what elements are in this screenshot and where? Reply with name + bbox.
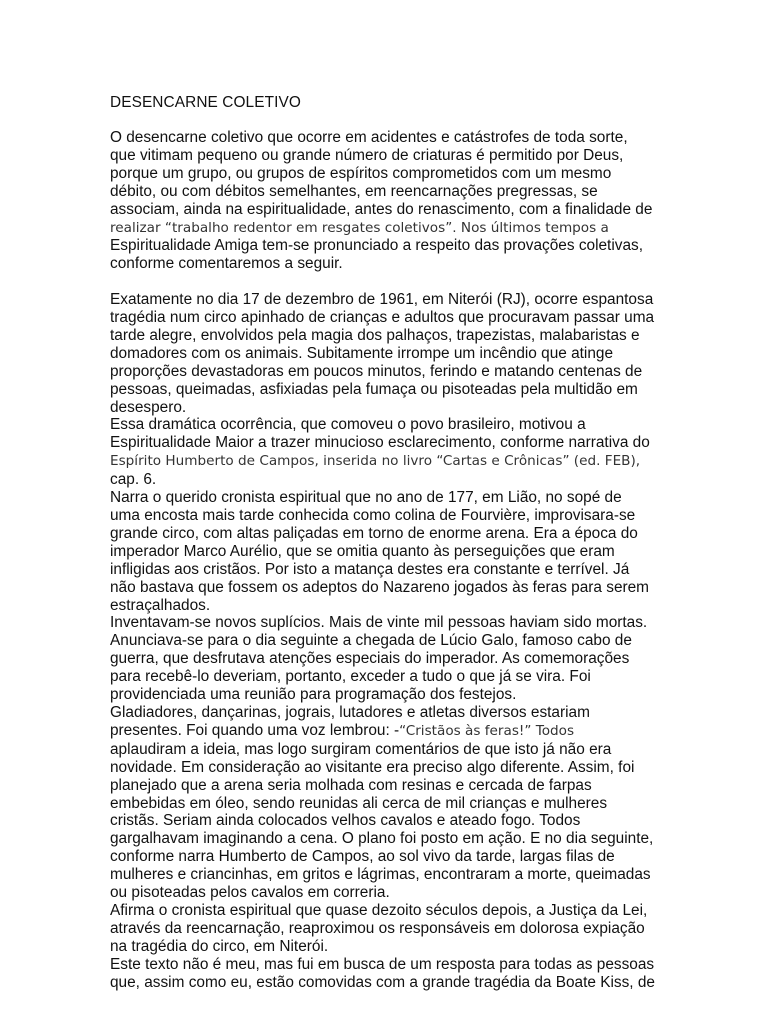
text-line — [110, 920, 668, 938]
line-text: na tragédia do circo, em Niterói. — [110, 937, 329, 955]
text-line — [110, 381, 668, 399]
text-line — [110, 866, 668, 884]
text-line — [110, 974, 668, 992]
paragraph — [110, 902, 668, 956]
text-line — [110, 489, 668, 507]
paragraph — [110, 416, 668, 489]
line-text: providenciada uma reunião para programação dos festejos. — [110, 686, 517, 704]
text-line — [110, 255, 668, 273]
line-text: Espiritualidade Maior a trazer minucioso esclarecimento, conforme narrativa do — [110, 434, 650, 452]
line-text: débito, ou com débitos semelhantes, em reencarnações pregressas, se — [110, 182, 598, 200]
line-text: Essa dramática ocorrência, que comoveu o povo brasileiro, motivou a — [110, 416, 586, 434]
line-text-alt-font: Espírito Humberto de Campos, inserida no livro “Cartas e Crônicas” (ed. FEB), — [110, 453, 641, 470]
paragraph — [110, 614, 668, 704]
text-line — [110, 614, 668, 632]
line-text: proporções devastadoras em poucos minutos, ferindo e matando centenas de — [110, 362, 643, 380]
text-line — [110, 579, 668, 597]
line-text: aplaudiram a ideia, mas logo surgiram comentários de que isto já não era — [110, 740, 612, 758]
text-line — [110, 147, 668, 165]
text-line — [110, 309, 668, 327]
line-text: Este texto não é meu, mas fui em busca de um resposta para todas as pessoas — [110, 955, 655, 973]
text-line — [110, 650, 668, 668]
text-line — [110, 291, 668, 309]
text-line — [110, 848, 668, 866]
line-text: não bastava que fossem os adeptos do Nazareno jogados às feras para serem — [110, 578, 650, 596]
line-text: Narra o querido cronista espiritual que no ano de 177, em Lião, no sopé de — [110, 489, 622, 507]
text-line — [110, 507, 668, 525]
line-text: conforme comentaremos a seguir. — [110, 255, 343, 273]
line-text: O desencarne coletivo que ocorre em acidentes e catástrofes de toda sorte, — [110, 129, 628, 146]
text-line — [110, 795, 668, 813]
text-line — [110, 884, 668, 902]
line-text: desespero. — [110, 398, 187, 416]
text-line — [110, 561, 668, 579]
line-text-alt-font: “Cristãos às feras!” Todos — [399, 722, 575, 739]
line-text: presentes. Foi quando uma voz lembrou: - — [110, 721, 400, 739]
line-text: cap. 6. — [110, 471, 157, 489]
paragraph-spacer — [110, 273, 668, 291]
text-line — [110, 597, 668, 615]
text-line — [110, 452, 668, 471]
line-text: guerra, que desfrutava atenções especiais do imperador. As comemorações — [110, 650, 630, 668]
line-text: planejado que a arena seria molhada com resinas e cercada de farpas — [110, 776, 592, 794]
line-text: ou pisoteadas pelos cavalos em correria. — [110, 884, 390, 902]
line-text: Anunciava-se para o dia seguinte a chegada de Lúcio Galo, famoso cabo de — [110, 632, 632, 650]
line-text: através da reencarnação, reaproximou os responsáveis em dolorosa expiação — [110, 919, 645, 937]
line-text: cristãs. Seriam ainda colocados velhos cavalos e ateado fogo. Todos — [110, 812, 581, 830]
line-text: tragédia num circo apinhado de crianças e adultos que procuravam passar uma — [110, 309, 655, 327]
text-line — [110, 543, 668, 561]
text-line — [110, 363, 668, 381]
line-text: que, assim como eu, estão comovidas com a grande tragédia da Boate Kiss, de — [110, 973, 655, 991]
text-line — [110, 416, 668, 434]
line-text: Espiritualidade Amiga tem-se pronunciado a respeito das provações coletivas, — [110, 237, 643, 255]
line-text: grande circo, com altas paliçadas em torno de enorme arena. Era a época do — [110, 524, 638, 542]
line-text-alt-font: realizar “trabalho redentor em resgates coletivos”. Nos últimos tempos a — [110, 219, 609, 236]
text-line — [110, 201, 668, 219]
paragraph — [110, 489, 668, 614]
text-line — [110, 759, 668, 777]
text-line — [110, 722, 668, 741]
text-line — [110, 956, 668, 974]
text-line — [110, 327, 668, 345]
line-text: pessoas, queimadas, asfixiadas pela fumaça ou pisoteadas pela multidão em — [110, 380, 638, 398]
line-text: tarde alegre, envolvidos pela magia dos palhaços, trapezistas, malabaristas e — [110, 326, 640, 344]
line-text: embebidas em óleo, sendo reunidas ali cerca de mil crianças e mulheres — [110, 794, 608, 812]
line-text: conforme narra Humberto de Campos, ao sol vivo da tarde, largas filas de — [110, 848, 615, 866]
line-text: domadores com os animais. Subitamente irrompe um incêndio que atinge — [110, 344, 614, 362]
line-text: mulheres e criancinhas, em gritos e lágrimas, encontraram a morte, queimadas — [110, 866, 651, 884]
line-text: porque um grupo, ou grupos de espíritos comprometidos com um mesmo — [110, 164, 612, 182]
line-text: estraçalhados. — [110, 596, 211, 614]
text-line — [110, 668, 668, 686]
paragraph — [110, 704, 668, 902]
text-line — [110, 471, 668, 489]
text-line — [110, 777, 668, 795]
line-text: para recebê-lo deveriam, portanto, exceder a tudo o que já se vira. Foi — [110, 668, 591, 686]
text-line — [110, 399, 668, 417]
text-line — [110, 632, 668, 650]
text-line — [110, 830, 668, 848]
text-line — [110, 704, 668, 722]
text-line — [110, 129, 668, 147]
line-text: gargalhavam imaginando a cena. O plano foi posto em ação. E no dia seguinte, — [110, 830, 654, 848]
line-text: infligidas aos cristãos. Por isto a matança destes era constante e terrível. Já — [110, 560, 630, 578]
document-title: DESENCARNE COLETIVO — [110, 94, 301, 111]
line-text: Gladiadores, dançarinas, jograis, lutadores e atletas diversos estariam — [110, 703, 590, 721]
line-text: imperador Marco Aurélio, que se omitia quanto às perseguições que eram — [110, 542, 615, 560]
paragraph — [110, 291, 668, 416]
text-line — [110, 812, 668, 830]
paragraph — [110, 956, 668, 992]
paragraph — [110, 129, 668, 273]
line-text: Exatamente no dia 17 de dezembro de 1961, em Niterói (RJ), ocorre espantosa — [110, 291, 654, 309]
text-line — [110, 165, 668, 183]
line-text: Afirma o cronista espiritual que quase dezoito séculos depois, a Justiça da Lei, — [110, 901, 648, 919]
text-line — [110, 345, 668, 363]
text-line — [110, 686, 668, 704]
line-text: uma encosta mais tarde conhecida como colina de Fourvière, improvisara-se — [110, 507, 636, 525]
text-line — [110, 434, 668, 452]
text-line — [110, 525, 668, 543]
line-text: novidade. Em consideração ao visitante era preciso algo diferente. Assim, foi — [110, 758, 635, 776]
line-text: que vitimam pequeno ou grande número de criaturas é permitido por Deus, — [110, 146, 624, 164]
text-line — [110, 902, 668, 920]
text-line — [110, 219, 668, 238]
text-line — [110, 938, 668, 956]
text-line — [110, 183, 668, 201]
text-line — [110, 237, 668, 255]
line-text: Inventavam-se novos suplícios. Mais de vinte mil pessoas haviam sido mortas. — [110, 614, 648, 632]
document-body — [110, 129, 668, 991]
text-line — [110, 741, 668, 759]
line-text: associam, ainda na espiritualidade, antes do renascimento, com a finalidade de — [110, 200, 653, 218]
